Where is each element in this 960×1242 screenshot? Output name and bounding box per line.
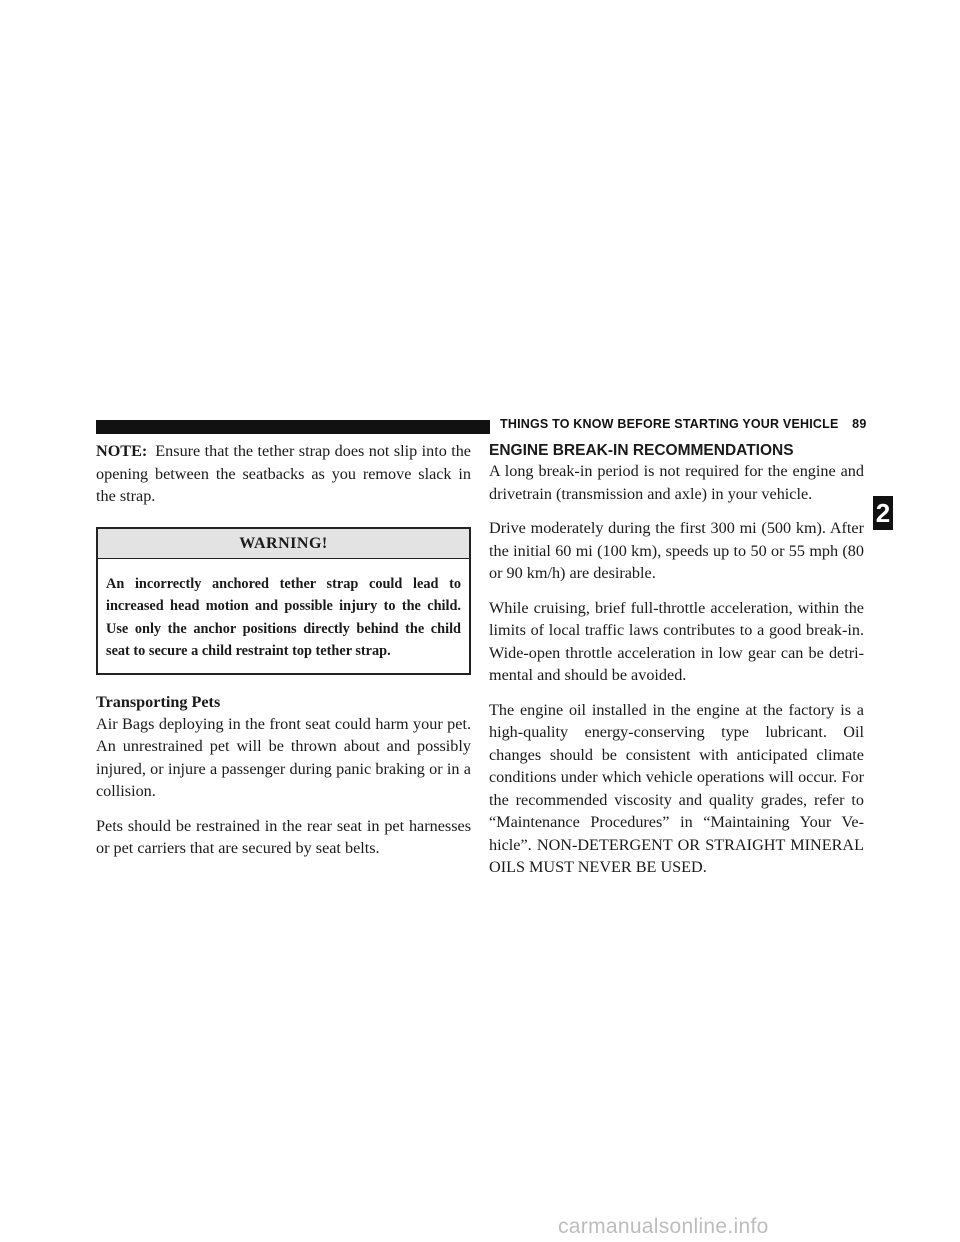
- watermark: carmanualsonline.info: [558, 1215, 769, 1238]
- note-text: Ensure that the tether strap does not slip into the opening between the seatbacks as you remove slack in the strap.: [96, 442, 471, 505]
- page-number: 89: [852, 417, 867, 431]
- running-header: [500, 417, 870, 431]
- breakin-paragraph-3: While cruising, brief full-throttle acceleration, within the limits of local traffic laws contributes to a good break-in. Wide-open throttle acceleration in low gear can be detri-mental and should be avoided.: [489, 598, 864, 684]
- warning-text: An incorrectly anchored tether strap could lead to increased head motion and possible injury to the child. Use only the anchor positions directly behind the child seat to secure a child restraint top tether strap.: [106, 575, 461, 659]
- note-paragraph: [96, 440, 471, 508]
- pets-heading: Transporting Pets: [96, 692, 221, 711]
- chapter-tab: 2: [873, 496, 893, 530]
- warning-title: WARNING!: [98, 529, 469, 559]
- section-heading: ENGINE BREAK-IN RECOMMENDATIONS: [489, 442, 794, 459]
- pets-paragraph-2: Pets should be restrained in the rear seat in pet harnesses or pet carriers that are secured by seat belts.: [96, 816, 471, 857]
- breakin-paragraph-1: A long break-in period is not required for the engine and drivetrain (transmission and axle) in your vehicle.: [489, 462, 864, 503]
- note-label: NOTE:: [96, 442, 148, 460]
- left-column: [96, 440, 471, 860]
- warning-box: [96, 527, 471, 675]
- header-title: THINGS TO KNOW BEFORE STARTING YOUR VEHICLE: [500, 417, 839, 431]
- breakin-paragraph-4: The engine oil installed in the engine at the factory is a high-quality energy-conserving type lubricant. Oil changes should be consistent with anticipated climate conditions under which vehicle operations will occur. For the recommended viscosity and quality grades, refer to “Maintenance Procedures” in “Maintaining Your Ve-hicle”. NON-DETERGENT OR STRAIGHT MINERAL OILS MUST NEVER BE USED.: [489, 700, 864, 876]
- pets-paragraph-1: Air Bags deploying in the front seat could harm your pet. An unrestrained pet will be thrown about and possibly injured, or injure a passenger during panic braking or in a collision.: [96, 714, 471, 800]
- breakin-paragraph-2: Drive moderately during the first 300 mi (500 km). After the initial 60 mi (100 km), speeds up to 50 or 55 mph (80 or 90 km/h) are desirable.: [489, 519, 864, 582]
- right-column: [489, 440, 864, 879]
- header-bar: [96, 420, 490, 434]
